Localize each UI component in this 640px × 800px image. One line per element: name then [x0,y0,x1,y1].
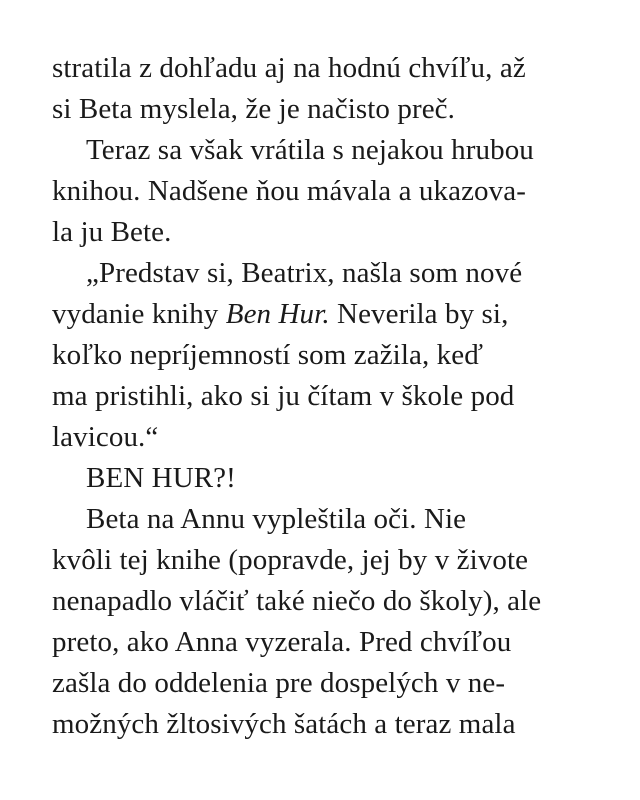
text-line [52,499,604,540]
text-line [52,294,604,335]
page-text-body [52,48,604,745]
text-line [52,458,604,499]
text-line [52,376,604,417]
text-segment: kvôli tej knihe (popravde, jej by v živote [52,544,529,576]
text-segment: zašla do oddelenia pre dospelých v ne- [52,667,506,699]
text-line [52,417,604,458]
text-segment: vydanie knihy [52,298,226,330]
text-segment: možných žltosivých šatách a teraz mala [52,708,516,740]
text-line [52,540,604,581]
text-segment: ma pristihli, ako si ju čítam v škole pod [52,380,515,412]
text-line [52,704,604,745]
text-segment: knihou. Nadšene ňou mávala a ukazova- [52,175,526,207]
text-segment: Beta na Annu vypleštila oči. Nie [86,503,467,535]
text-line [52,130,604,171]
text-line [52,581,604,622]
text-segment: lavicou.“ [52,421,159,453]
text-line [52,663,604,704]
text-segment: preto, ako Anna vyzerala. Pred chvíľou [52,626,512,658]
text-line [52,622,604,663]
text-line [52,212,604,253]
text-line [52,48,604,89]
text-segment: la ju Bete. [52,216,172,248]
text-segment: „Predstav si, Beatrix, našla som nové [86,257,523,289]
text-segment: koľko nepríjemností som zažila, keď [52,339,484,371]
text-segment: nenapadlo vláčiť také niečo do školy), ale [52,585,542,617]
text-segment: stratila z dohľadu aj na hodnú chvíľu, až [52,52,526,84]
text-segment: si Beta myslela, že je načisto preč. [52,93,456,125]
text-line [52,335,604,376]
text-line [52,89,604,130]
italic-book-title: Ben Hur. [225,298,330,330]
text-segment: Teraz sa však vrátila s nejakou hrubou [86,134,534,166]
text-line [52,253,604,294]
text-segment: BEN HUR?! [86,462,236,494]
text-line [52,171,604,212]
text-segment: Neverila by si, [329,298,509,330]
